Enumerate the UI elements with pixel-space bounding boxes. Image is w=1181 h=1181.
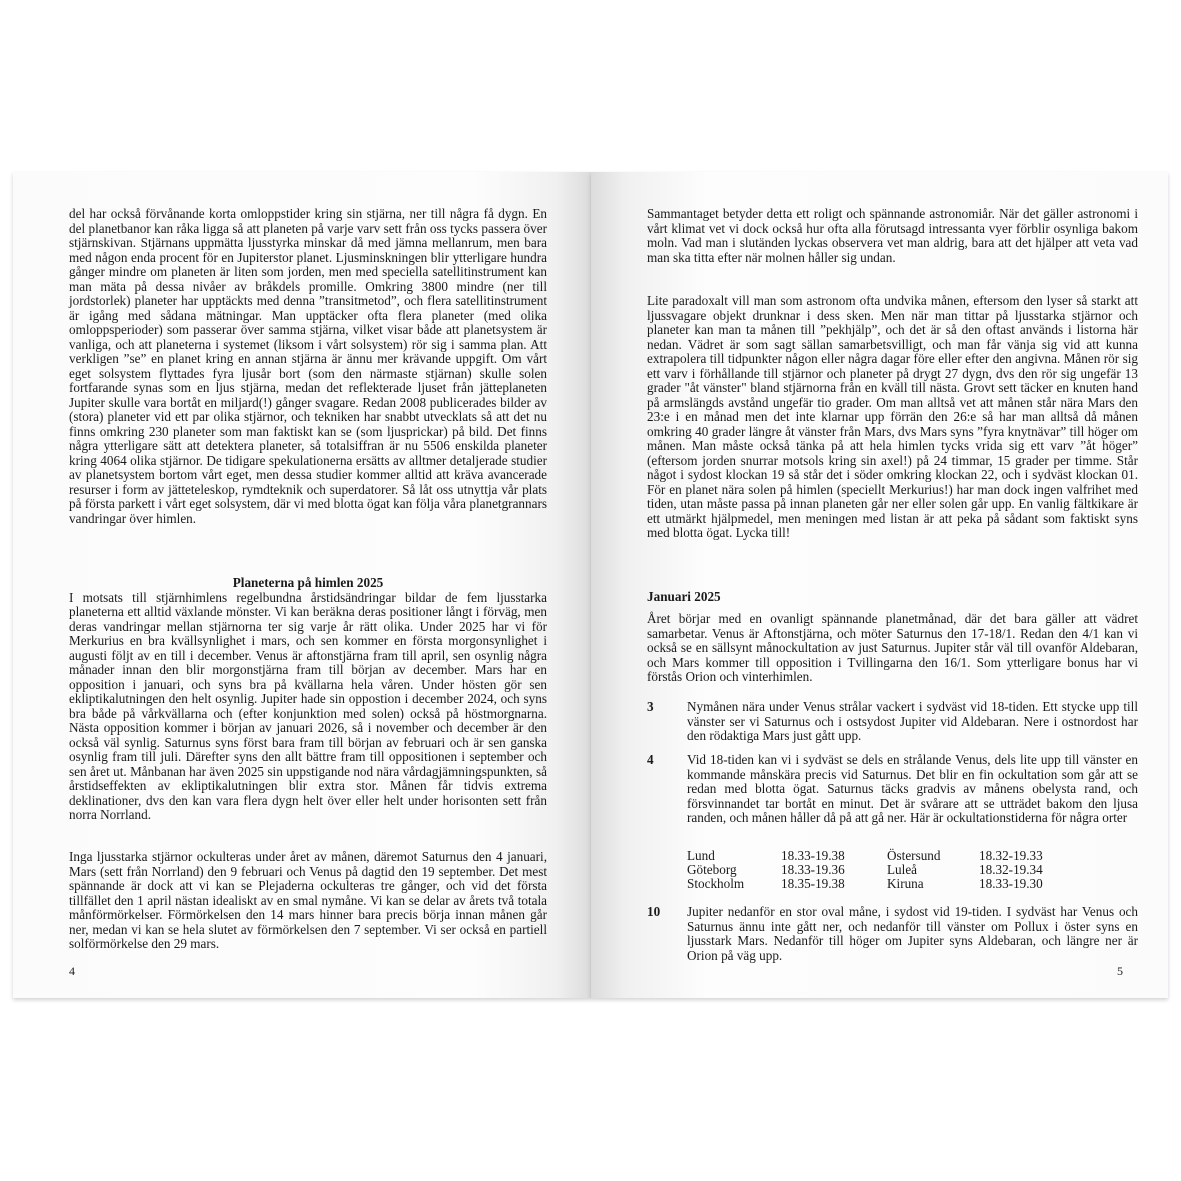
page-number-right: 5 [1117,964,1123,978]
city-cell: Stockholm [687,876,745,891]
entry-day-10 [647,905,1138,963]
city-cell: Lund [687,848,715,863]
occultation-times [647,849,1138,891]
left-paragraph-1: del har också förvånande korta omloppstider kring sin stjärna, ner till några få dygn. En del planetbanor kan råka ligga så att planeten på varje varv sett från oss tycks passera över stjärnskivan. Stjärnans uppmätta ljusstyrka minskar då med jämna mellanrum, men bara med någon enda procent för en Jupiterstor planet. Ljusminskningen blir ytterligare hundra gånger mindre om planeten är liten som jorden, men med speciella satellitinstrument kan man mäta på dessa nivåer av bråkdels promille. Omkring 3800 mindre (ner till jordstorlek) planeter har upptäckts med denna ”transitmetod”, och flera satellitinstrument är igång med sådana mätningar. Man upptäcker ofta flera planeter (med olika omloppsperioder) som passerar över samma stjärna, vilket visar både att planetsystem är vanliga, och att planeterna i systemet (liksom i vårt solsystem) rör sig i samma plan. Att verkligen ”se” en planet kring en annan stjärna är ännu mer krävande uppgift. Om vårt eget solsystem flyttades fyra ljusår bort (som den närmaste stjärnan) skulle solen fortfarande synas som en ljus stjärna, medan det reflekterade ljuset från jätteplaneten Jupiter skulle vara bortåt en miljard(!) gånger svagare. Redan 2008 publicerades bilder av (stora) planeter vid ett par olika stjärnor, och tekniken har snabbt utvecklats så att det nu finns omkring 230 planeter som man faktiskt kan se (som ljusprickar) på bild. Det finns några ytterligare sätt att detektera planeter, så totalsiffran är nu 5506 enskilda planeter kring 4064 olika stjärnor. De tidigare spekulationerna ersätts av alltmer detaljerade studier av planetsystem bortom vårt eget, men dessa studier kommer alltid att kräva avancerade resurser i form av jätteteleskop, rymdteknik och superdatorer. Så låt oss utnyttja vår plats på första parkett i vårt eget solsystem, där vi med blotta ögat kan följa våra planetgrannars vandringar över himlen. [69,206,547,526]
left-page [13,172,591,998]
list-item [647,753,1138,826]
time-cell: 18.32-19.34 [979,862,1043,877]
entry-day-4 [647,753,1138,826]
entry-text: Vid 18-tiden kan vi i sydväst se dels en strålande Venus, dels lite upp till vänster en kommande månskära precis vid Saturnus. Det blir en fin ockultation som går att se redan med blotta ögat. Saturnus täcks gradvis av månens obelysta rand, och försvinnandet tar bortåt en minut. Det är svårare att se utträdet bakom den ljusa randen, och månen håller då på att gå ner. Här är ockultationstiderna för några orter [687,752,1138,825]
open-booklet [13,172,1168,998]
entry-day-3 [647,700,1138,744]
right-paragraph-2: Lite paradoxalt vill man som astronom ofta undvika månen, eftersom den lyser så starkt att ljussvagare objekt drunknar i dess sken. Men när man tittar på ljusstarka stjärnor och planeter kan man ta månen till ”pekhjälp”, och det är så den oftast används i listorna här nedan. Vädret är som sagt sällan samarbetsvilligt, och man får vänja sig vid att kunna extrapolera till tidpunkter någon eller några dagar före eller efter den angivna. Månen rör sig ett varv i förhållande till stjärnor och planeter på drygt 27 dygn, dvs den rör sig ungefär 13 grader "åt vänster" bland stjärnorna från en kväll till nästa. Grovt sett täcker en knuten hand på armslängds avstånd ungefär tio grader. Om man alltså vet att månen står nära Mars den 23:e i en månad men det inte klarnar upp förrän den 26:e så har man alltså då månen omkring 40 grader längre åt vänster från Mars, dvs Mars syns ”fyra knytnävar” till höger om månen. Man måste också tänka på att hela himlen tycks vrida sig ett varv ”åt höger” (eftersom jorden snurrar motsols kring sin axel!) på 24 timmar, 15 grader per timme. Står något i sydost klockan 19 så står det i söder omkring klockan 22, och i sydväst klockan 01. För en planet nära solen på himlen (speciellt Merkurius!) har man dock ingen valfrihet med tiden, utan måste passa på innan planeten går ner eller solen går upp. En vanlig fältkikare är ett utmärkt hjälpmedel, men meningen med listan är att peka på sådant som faktiskt syns med blotta ögat. Lycka till! [647,293,1138,540]
left-body-text [69,207,547,526]
right-page [591,172,1168,998]
section-heading-planets: Planeterna på himlen 2025 [232,575,384,590]
table-row [687,877,1079,891]
time-cell: 18.35-19.38 [781,876,845,891]
entry-day-number: 10 [647,904,661,919]
right-section-intro [647,294,1138,541]
city-cell: Östersund [887,848,941,863]
entry-day-number: 3 [647,699,654,714]
left-section [69,576,547,823]
city-cell: Göteborg [687,862,737,877]
entry-day-number: 4 [647,752,654,767]
section-heading-january: Januari 2025 [647,589,721,604]
occultation-table [687,849,1079,891]
entry-text: Jupiter nedanför en stor oval måne, i sydost vid 19-tiden. I sydväst har Venus och Saturnus ännu inte gått ner, och nedanför till vänster om Pollux i öster syns en ljusstark Mars. Nedanför till höger om Jupiter syns Aldebaran, och längre ner är Orion på väg upp. [687,904,1138,963]
january-intro [647,612,1138,685]
right-paragraph-3: Året börjar med en ovanligt spännande planetmånad, där det bara gäller att vädret samarbetar. Venus är Aftonstjärna, och möter Saturnus den 17-18/1. Redan den 4/1 kan vi också se en sällsynt månockultation av just Saturnus. Jupiter står väl till ovanför Aldebaran, och Mars kommer till opposition i Tvillingarna den 16/1. Som ytterligare bonus har vi förstås Orion och vinterhimlen. [647,611,1138,684]
time-cell: 18.33-19.36 [781,862,845,877]
city-cell: Kiruna [887,876,924,891]
time-cell: 18.32-19.33 [979,848,1043,863]
left-section-2 [69,850,547,952]
table-row [687,849,1079,863]
entry-text: Nymånen nära under Venus strålar vackert i sydväst vid 18-tiden. Ett stycke upp till vänster ser vi Saturnus och i ostsydost Jupiter vid Aldebaran. Nere i ostnordost har den rödaktiga Mars just gått upp. [687,699,1138,743]
january-section [647,590,1138,605]
time-cell: 18.33-19.38 [781,848,845,863]
time-cell: 18.33-19.30 [979,876,1043,891]
left-paragraph-2: I motsats till stjärnhimlens regelbundna årstidsändringar bildar de fem ljusstarka planeterna ett alltid växlande mönster. Vi kan beräkna deras positioner långt i förväg, men deras vandringar mellan stjärnorna ter sig varje år rätt olika. Under 2025 har vi för Merkurius en bra kvällsynlighet i mars, och sen kommer en första morgonsynlighet i augusti följt av en till i december. Venus är aftonstjärna fram till april, sen osynlig några månader innan den blir morgonstjärna fram till början av december. Mars har en opposition i januari, och syns bra på kvällarna hela våren. Under hösten gör sen ekliptikalutningen den helt osynlig. Jupiter hade sin oppostion i december 2024, och syns bra både på vårkvällarna och (efter konjunktion med solen) också på höstmorgnarna. Nästa opposition kommer i början av januari 2026, så i november och december är den också väl synlig. Saturnus syns först bara fram till början av februari och är sen ganska osynlig fram till juli. Därefter syns den allt bättre fram till oppositionen i september och sen året ut. Månbanan har även 2025 sin uppstigande nod nära vårdagjämningspunkten, så årstidseffekten av ekliptikalutningen blir extra stor. Månen får tidvis extrema deklinationer, dvs den kan vara flera dygn helt över eller helt under horisonten sett från norra Norrland. [69,589,547,822]
right-body-text [647,207,1138,265]
page-number-left: 4 [69,964,75,978]
right-paragraph-1: Sammantaget betyder detta ett roligt och spännande astronomiår. När det gäller astronomi i vårt klimat vet vi dock också hur ofta alla förutsagd intressanta vyer förblir osynliga bakom moln. Vad man i slutänden lyckas observera vet man aldrig, bara att det hjälper att veta vad man ska titta efter när molnen håller sig undan. [647,206,1138,265]
list-item [647,905,1138,963]
table-row [687,863,1079,877]
left-paragraph-3: Inga ljusstarka stjärnor ockulteras under året av månen, däremot Saturnus den 4 januari, Mars (sett från Norrland) den 9 februari och Venus på dagtid den 19 september. Det mest spännande är dock att vi kan se Plejaderna ockulteras tre gånger, och vid det första tillfället den 1 april nästan idealiskt av en smal nymåne. Vi kan se delar av årets två totala månförmörkelser. Förmörkelsen den 14 mars hinner bara precis börja innan månen går ner, medan vi kan se hela slutet av förmörkelsen den 7 september. Vi ser också en partiell solförmörkelse den 29 mars. [69,849,547,951]
city-cell: Luleå [887,862,918,877]
list-item [647,700,1138,744]
